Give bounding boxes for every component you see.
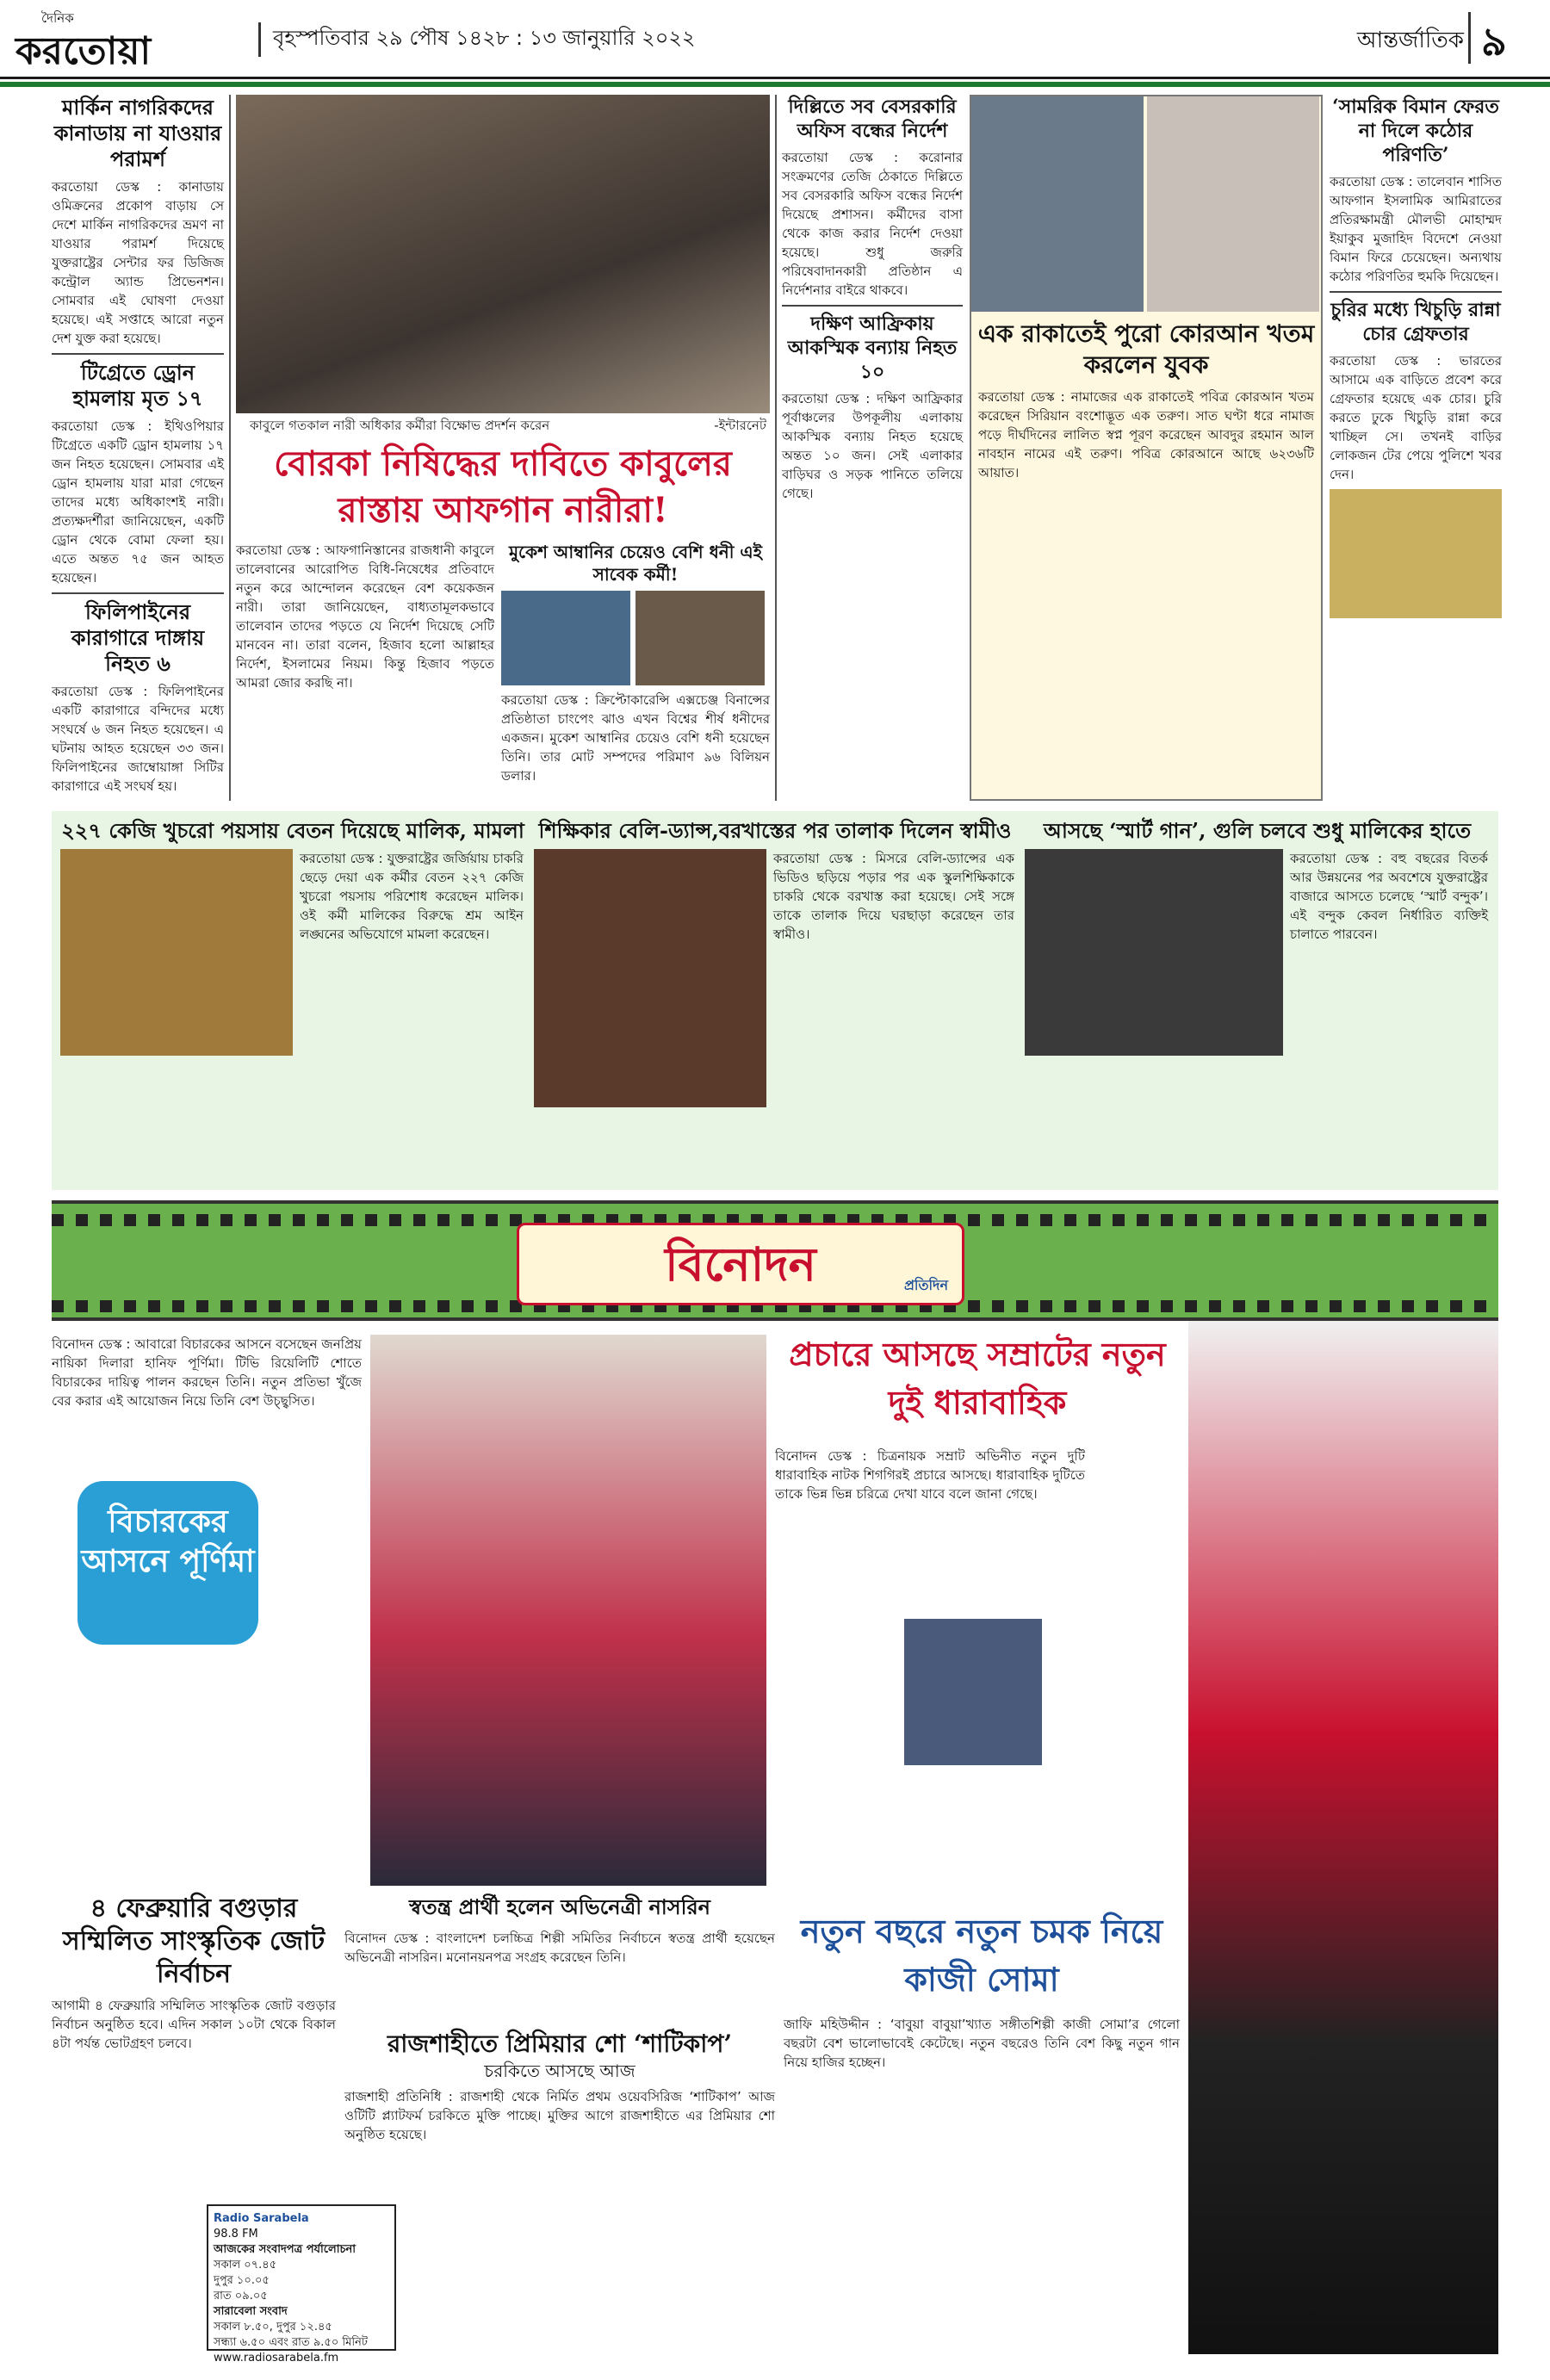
radio-ad — [207, 2204, 396, 2365]
radio-frequency: 98.8 FM — [214, 2228, 258, 2241]
radio-row: রাত ০৯.০৫ — [214, 2290, 268, 2303]
page-number: ৯ — [1468, 12, 1537, 64]
philippines-body: করতোয়া ডেস্ক : ফিলিপাইনের একটি কারাগারে বন্দিদের মধ্যে সংঘর্ষে ৬ জন নিহত হয়েছেন। এ ঘটনায় আহত হয়েছেন ৩৩ জন। ফিলিপাইনের জাম্বোয়াঙ্গা সিটির কারাগারে এই সংঘর্ষ হয়। — [52, 684, 224, 794]
entertainment-title: বিনোদন — [665, 1236, 816, 1292]
ambani-photo — [501, 591, 630, 685]
quran-headline: এক রাকাতেই পুরো কোরআন খতম করলেন যুবক — [977, 319, 1315, 379]
right-column — [1330, 95, 1502, 801]
section-name: আন্তর্জাতিক — [1356, 28, 1464, 53]
kabul-photo-caption: কাবুলে গতকাল নারী অধিকার কর্মীরা বিক্ষোভ প্রদর্শন করেন — [250, 418, 550, 433]
ambani-body: করতোয়া ডেস্ক : ক্রিপ্টোকারেন্সি এক্সচেঞ্জ বিনান্সের প্রতিষ্ঠাতা চাংপেং ঝাও এখন বিশ্বের শীর্ষ ধনীদের একজন। মুকেশ আম্বানির চেয়েও বেশি ধনী হয়েছেন তিনি। তার মোট সম্পদের পরিমাণ ৯৬ বিলিয়ন ডলার। — [501, 692, 770, 784]
kazi-headline: নতুন বছরে নতুন চমক নিয়ে কাজী সোমা — [800, 1912, 1163, 1999]
belly-article — [534, 818, 1016, 1188]
quran-photo-2 — [1147, 96, 1319, 312]
tigray-body: করতোয়া ডেস্ক : ইথিওপিয়ার টিগ্রেতে একটি ড্রোন হামলায় ১৭ জন নিহত হয়েছেন। সোমবার এই ড্রোন হামলায় যারা মারা গেছেন তাদের মধ্যে অধিকাংশই নারী। প্রত্যক্ষদর্শীরা জানিয়েছেন, একটি ড্রোন থেকে বোমা ফেলা হয়। এতে অন্তত ৭৫ জন আহত হয়েছেন। — [52, 418, 224, 586]
coins-headline: ২২৭ কেজি খুচরো পয়সায় বেতন দিয়েছে মালিক, মামলা — [61, 818, 524, 843]
ambani-article — [501, 541, 770, 799]
kazi-body: জাফি মহিউদ্দীন : ‘বাবুয়া বাবুয়া’খ্যাত সঙ্গীতশিল্পী কাজী সোমা’র গেলো বছরটা বেশ ভালোভাবেই কেটেছে। নতুন বছরেও তিনি বেশ কিছু নতুন গান নিয়ে হাজির হচ্ছেন। — [784, 2017, 1180, 2070]
radio-name: Radio Sarabela — [214, 2212, 309, 2225]
radio-schedule: সকাল ৮.৫০, দুপুর ১২.৪৫ — [214, 2321, 332, 2334]
bogura-headline: ৪ ফেব্রুয়ারি বগুড়ার সম্মিলিত সাংস্কৃতিক জোট নির্বাচন — [62, 1893, 326, 1989]
purnima-photo — [370, 1335, 766, 1886]
canada-headline: মার্কিন নাগরিকদের কানাডায় না যাওয়ার পরামর্শ — [53, 95, 222, 171]
delhi-column — [782, 95, 963, 801]
logo-prefix: দৈনিক — [41, 10, 74, 26]
logo-name: করতোয়া — [16, 29, 152, 73]
africa-body: করতোয়া ডেস্ক : দক্ষিণ আফ্রিকার পূর্বাঞ্চলের উপকূলীয় এলাকায় আকস্মিক বন্যায় নিহত হয়েছে অন্তত ১০ জন। সেই এলাকার বাড়িঘর ও সড়ক পানিতে তলিয়ে গেছে। — [782, 391, 963, 501]
canada-body: করতোয়া ডেস্ক : কানাডায় ওমিক্রনের প্রকোপ বাড়ায় সে দেশে মার্কিন নাগরিকদের ভ্রমণ না যাওয়ার পরামর্শ দিয়েছে যুক্তরাষ্ট্রের সেন্টার ফর ডিজিজ কন্ট্রোল অ্যান্ড প্রিভেনশন। সোমবার এই ঘোষণা দেওয়া হয়েছে। এই সপ্তাহে আরো নতুন দেশ যুক্ত করা হয়েছে। — [52, 179, 224, 346]
quran-photo-1 — [971, 96, 1144, 312]
samrat-photo — [904, 1619, 1042, 1765]
kabul-headline: বোরকা নিষিদ্ধের দাবিতে কাবুলের রাস্তায় আফগান নারীরা! — [274, 443, 732, 530]
column-divider — [775, 95, 777, 801]
smartgun-photo — [1025, 849, 1283, 1056]
rajshahi-article — [344, 2029, 775, 2356]
entertainment-subtitle: প্রতিদিন — [903, 1277, 948, 1293]
ambani-headline: মুকেশ আম্বানির চেয়েও বেশি ধনী এই সাবেক কর্মী! — [508, 542, 763, 585]
coins-body: করতোয়া ডেস্ক : যুক্তরাষ্ট্রের জর্জিয়ায় চাকরি ছেড়ে দেয়া এক কর্মীর বেতন ২২৭ কেজি খুচরো পয়সায় পরিশোধ করেছেন মালিক। ওই কর্মী মালিকের বিরুদ্ধে শ্রম আইন লঙ্ঘনের অভিযোগে মামলা করেছেন। — [300, 851, 524, 942]
newspaper-logo — [16, 9, 239, 73]
purnima-headline: বিচারকের আসনে পূর্ণিমা — [81, 1503, 255, 1579]
entertainment-banner — [52, 1200, 1498, 1321]
kabul-protest-photo — [236, 95, 770, 413]
thief-headline: চুরির মধ্যে খিচুড়ি রান্না চোর গ্রেফতার — [1330, 291, 1502, 346]
rajshahi-headline: রাজশাহীতে প্রিমিয়ার শো ‘শাটিকাপ’ — [387, 2030, 733, 2058]
radio-title: আজকের সংবাদপত্র পর্যালোচনা — [214, 2243, 356, 2256]
nasrin-body: বিনোদন ডেস্ক : বাংলাদেশ চলচ্চিত্র শিল্পী সমিতির নির্বাচনে স্বতন্ত্র প্রার্থী হয়েছেন অভিনেত্রী নাসরিন। মনোনয়নপত্র সংগ্রহ করেছেন তিনি। — [344, 1931, 775, 1965]
masthead — [0, 0, 1550, 79]
cz-photo — [636, 591, 765, 685]
samrat-headline: প্রচারে আসছে সম্রাটের নতুন দুই ধারাবাহিক — [789, 1335, 1166, 1422]
kazi-soma-photo — [1188, 1321, 1498, 2354]
smartgun-article — [1025, 818, 1490, 1188]
radio-news-title: সারাবেলা সংবাদ — [214, 2305, 288, 2318]
khichuri-photo — [1330, 489, 1502, 618]
smartgun-headline: আসছে ‘স্মার্ট গান’, গুলি চলবে শুধু মালিকের হাতে — [1043, 818, 1472, 843]
africa-headline: দক্ষিণ আফ্রিকায় আকস্মিক বন্যায় নিহত ১০ — [782, 305, 963, 384]
issue-date: বৃহস্পতিবার ২৯ পৌষ ১৪২৮ : ১৩ জানুয়ারি ২০২২ — [258, 22, 861, 57]
coins-photo — [60, 849, 293, 1056]
tigray-headline: টিগ্রেতে ড্রোন হামলায় মৃত ১৭ — [52, 353, 224, 412]
entertainment-title-box — [517, 1223, 964, 1305]
nasrin-headline: স্বতন্ত্র প্রার্থী হলেন অভিনেত্রী নাসরিন — [409, 1894, 710, 1919]
rajshahi-body: রাজশাহী প্রতিনিধি : রাজশাহী থেকে নির্মিত প্রথম ওয়েবসিরিজ ‘শাটিকাপ’ আজ ওটিটি প্ল্যাটফর্ম চরকিতে মুক্তি পাচ্ছে। মুক্তির আগে রাজশাহীতে এর প্রিমিয়ার শো অনুষ্ঠিত হয়েছে। — [344, 2089, 775, 2142]
radio-url: www.radiosarabela.fm — [214, 2352, 339, 2365]
jet-headline: ‘সামরিক বিমান ফেরত না দিলে কঠোর পরিণতি’ — [1332, 96, 1499, 166]
belly-body: করতোয়া ডেস্ক : মিসরে বেলি-ড্যান্সের এক ভিডিও ছড়িয়ে পড়ার পর এক স্কুলশিক্ষিকাকে চাকরি থেকে বরখাস্ত করা হয়েছে। সেই সঙ্গে তাকে তালাক দিয়ে ঘরছাড়া করেছেন তার স্বামীও। — [773, 851, 1014, 942]
philippines-headline: ফিলিপাইনের কারাগারে দাঙ্গায় নিহত ৬ — [52, 592, 224, 677]
bogura-body: আগামী ৪ ফেব্রুয়ারি সম্মিলিত সাংস্কৃতিক জোট বগুড়ার নির্বাচন অনুষ্ঠিত হবে। এদিন সকাল ১০টা থেকে বিকাল ৪টা পর্যন্ত ভোটগ্রহণ চলবে। — [52, 1998, 336, 2051]
thief-body: করতোয়া ডেস্ক : ভারতের আসামে এক বাড়িতে প্রবেশ করে গ্রেফতার হয়েছে এক চোর। চুরি করতে ঢুকে খিচুড়ি রান্না করে খাচ্ছিল সে। তখনই বাড়ির লোকজন টের পেয়ে পুলিশে খবর দেন। — [1330, 353, 1502, 482]
left-column — [52, 95, 224, 801]
kabul-body: করতোয়া ডেস্ক : আফগানিস্তানের রাজধানী কাবুলে তালেবানের আরোপিত বিধি-নিষেধের প্রতিবাদে নতুন করে আন্দোলন করেছেন বেশ কয়েকজন নারী। তারা জানিয়েছেন, বাধ্যতামূলকভাবে তালেবান তাদের পড়তে যে নির্দেশ দিয়েছে সেটি মানবেন না। তারা বলেন, হিজাব হলো আল্লাহর নির্দেশ, ইসলামের নিয়ম। কিন্তু হিজাব পড়তে আমরা জোর করছি না। — [236, 542, 494, 691]
quran-article — [970, 95, 1323, 801]
quran-body: করতোয়া ডেস্ক : নামাজের এক রাকাতেই পবিত্র কোরআন খতম করেছেন সিরিয়ান বংশোদ্ভূত এক তরুণ। সাত ঘণ্টা ধরে নামাজ পড়ে দীর্ঘদিনের লালিত স্বপ্ন পূরণ করেছেন আবদুর রহমান আল নাবহান নামের এই তরুণ। পবিত্র কোরআনে আছে ৬২৩৬টি আয়াত। — [978, 389, 1314, 480]
purnima-body: বিনোদন ডেস্ক : আবারো বিচারকের আসনে বসেছেন জনপ্রিয় নায়িকা দিলারা হানিফ পূর্ণিমা। টিভি রিয়েলিটি শোতে বিচারকের দায়িত্ব পালন করছেন তিনি। নতুন প্রতিভা খুঁজে বের করার এই আয়োজন নিয়ে তিনি বেশ উচ্ছ্বসিত। — [52, 1336, 362, 1409]
coins-article — [60, 818, 525, 1188]
purnima-headline-box — [78, 1481, 258, 1645]
delhi-body: করতোয়া ডেস্ক : করোনার সংক্রমণের তেজি ঠেকাতে দিল্লিতে সব বেসরকারি অফিস বন্ধের নির্দেশ দিয়েছে প্রশাসন। কর্মীদের বাসা থেকে কাজ করার নির্দেশ দেওয়া হয়েছে। শুধু জরুরি পরিষেবাদানকারী প্রতিষ্ঠান এ নির্দেশনার বাইরে থাকবে। — [782, 150, 963, 298]
column-divider — [229, 95, 231, 801]
belly-headline: শিক্ষিকার বেলি-ড্যান্স,বরখাস্তের পর তালাক দিলেন স্বামীও — [538, 818, 1012, 843]
rajshahi-subhead: চরকিতে আসছে আজ — [484, 2061, 636, 2081]
jet-body: করতোয়া ডেস্ক : তালেবান শাসিত আফগান ইসলামিক আমিরাতের প্রতিরক্ষামন্ত্রী মৌলভী মোহাম্মদ ইয়াকুব মুজাহিদ বিদেশে নেওয়া বিমান ফিরে চেয়েছেন। অন্যথায় কঠোর পরিণতির হুমকি দিয়েছেন। — [1330, 174, 1502, 284]
radio-schedule: সন্ধ্যা ৬.৫০ এবং রাত ৯.৫০ মিনিট — [214, 2336, 368, 2349]
delhi-headline: দিল্লিতে সব বেসরকারি অফিস বন্ধের নির্দেশ — [788, 96, 957, 142]
samrat-body: বিনোদন ডেস্ক : চিত্রনায়ক সম্রাট অভিনীত নতুন দুটি ধারাবাহিক নাটক শিগগিরই প্রচারে আসছে। ধারাবাহিক দুটিতে তাকে ভিন্ন ভিন্ন চরিত্রে দেখা যাবে বলে জানা গেছে। — [775, 1448, 1085, 1502]
radio-row: সকাল ০৭.৪৫ — [214, 2259, 277, 2272]
radio-row: দুপুর ১০.০৫ — [214, 2274, 270, 2287]
belly-dance-photo — [534, 849, 766, 1107]
kabul-photo-credit: -ইন্টারনেট — [714, 418, 766, 433]
header-rule — [0, 82, 1550, 87]
smartgun-body: করতোয়া ডেস্ক : বহু বছরের বিতর্ক আর উন্নয়নের পর অবশেষে যুক্তরাষ্ট্রের বাজারে আসতে চলেছে ‘স্মার্ট বন্দুক’। এই বন্দুক কেবল নির্ধারিত ব্যক্তিই চালাতে পারবেন। — [1290, 851, 1488, 942]
